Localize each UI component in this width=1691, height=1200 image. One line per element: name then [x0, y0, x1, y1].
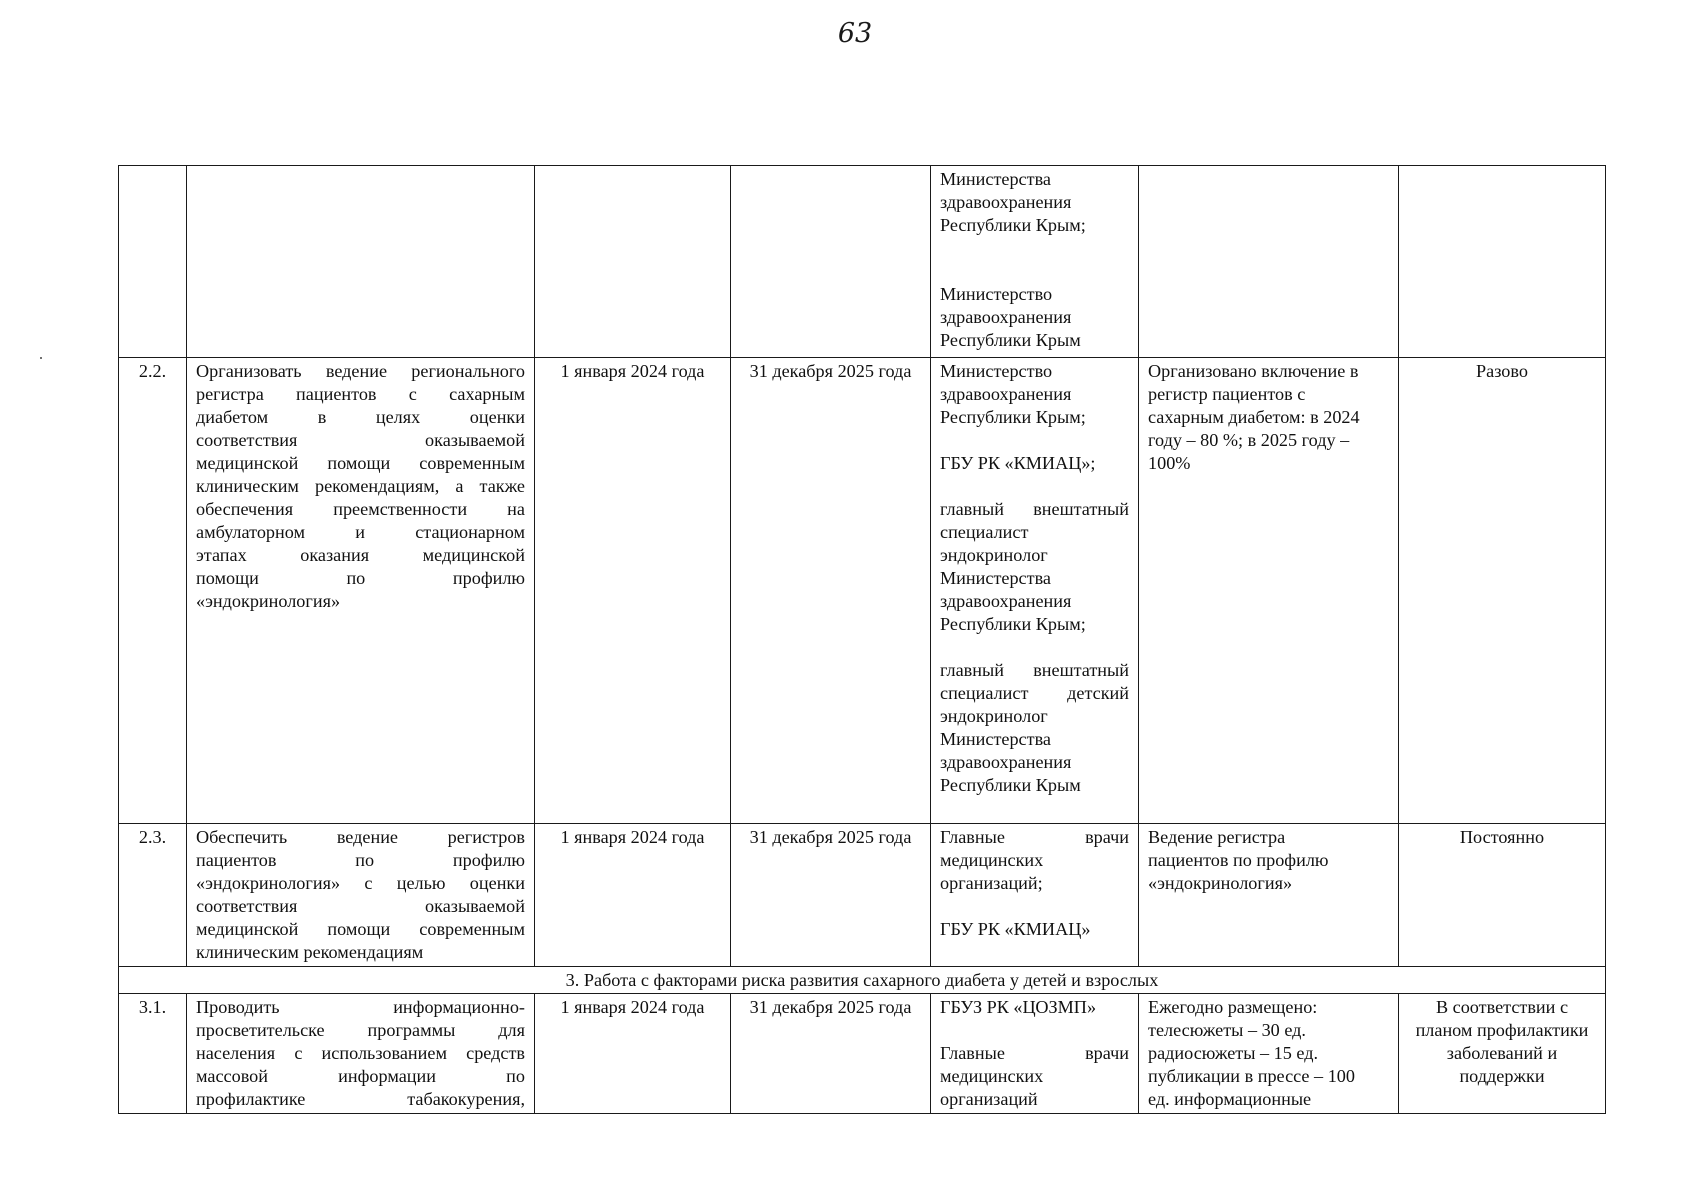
result-line: сахарным диабетом: в 2024	[1148, 407, 1360, 427]
measure-line: амбулаторном и стационарном	[196, 522, 525, 542]
responsible-line: специалист	[940, 522, 1029, 542]
result-line: ед. информационные	[1148, 1089, 1312, 1109]
measure-line: просветительске программы для	[196, 1020, 525, 1040]
responsible-line: главный внештатный	[940, 660, 1129, 680]
result-line: Ведение регистра	[1148, 827, 1286, 847]
measure-cell	[187, 358, 535, 824]
start-date-cell: 1 января 2024 года	[535, 824, 731, 967]
row-number: 2.2.	[119, 358, 187, 824]
measure-line: профилактике табакокурения,	[196, 1089, 525, 1109]
responsible-line: Министерства	[940, 568, 1051, 588]
frequency-cell: Постоянно	[1399, 824, 1606, 967]
measure-line: Обеспечить ведение регистров	[196, 827, 525, 847]
result-line: регистр пациентов с	[1148, 384, 1306, 404]
measure-line: «эндокринология» с целью оценки	[196, 873, 525, 893]
result-cell	[1139, 994, 1399, 1114]
result-line: Ежегодно размещено:	[1148, 997, 1318, 1017]
responsible-line: ГБУ РК «КМИАЦ»	[940, 919, 1091, 939]
end-date-cell: 31 декабря 2025 года	[731, 994, 931, 1114]
end-date-cell: 31 декабря 2025 года	[731, 358, 931, 824]
start-date-cell: 1 января 2024 года	[535, 994, 731, 1114]
measure-line: медицинской помощи современным	[196, 453, 525, 473]
row-number: 3.1.	[119, 994, 187, 1114]
start-date-cell	[535, 166, 731, 358]
responsible-line: Республики Крым;	[940, 407, 1086, 427]
measure-cell	[187, 824, 535, 967]
measure-line: этапах оказания медицинской	[196, 545, 525, 565]
measure-line: диабетом в целях оценки	[196, 407, 525, 427]
result-line: году – 80 %; в 2025 году –	[1148, 430, 1350, 450]
result-line: Организовано включение в	[1148, 361, 1359, 381]
measure-line: клиническим рекомендациям	[196, 942, 424, 962]
measure-line: Организовать ведение регионального	[196, 361, 525, 381]
measure-cell	[187, 994, 535, 1114]
result-line: «эндокринология»	[1148, 873, 1293, 893]
result-line: телесюжеты – 30 ед.	[1148, 1020, 1306, 1040]
measure-cell	[187, 166, 535, 358]
table-row	[119, 166, 1606, 358]
table-row	[119, 824, 1606, 967]
start-date-cell: 1 января 2024 года	[535, 358, 731, 824]
frequency-cell	[1399, 166, 1606, 358]
frequency-cell: Разово	[1399, 358, 1606, 824]
responsible-line: Республики Крым;	[940, 614, 1086, 634]
table-row	[119, 358, 1606, 824]
measure-line: соответствия оказываемой	[196, 430, 525, 450]
row-number: 2.3.	[119, 824, 187, 967]
result-line: 100%	[1148, 453, 1191, 473]
responsible-line: Республики Крым	[940, 330, 1081, 350]
end-date-cell	[731, 166, 931, 358]
responsible-line: специалист детский	[940, 683, 1129, 703]
responsible-line: Министерство	[940, 284, 1053, 304]
measure-line: Проводить информационно-	[196, 997, 525, 1017]
responsible-line: эндокринолог	[940, 545, 1048, 565]
responsible-line: здравоохранения	[940, 384, 1072, 404]
measure-line: соответствия оказываемой	[196, 896, 525, 916]
measure-line: населения с использованием средств	[196, 1043, 525, 1063]
row-number	[119, 166, 187, 358]
result-line: пациентов по профилю	[1148, 850, 1329, 870]
frequency-cell: В соответствии с планом профилактики заболеваний и поддержки	[1399, 994, 1606, 1114]
responsible-line: Республики Крым	[940, 775, 1081, 795]
result-line: публикации в прессе – 100	[1148, 1066, 1355, 1086]
responsible-line: медицинских	[940, 1066, 1044, 1086]
measure-line: регистра пациентов с сахарным	[196, 384, 525, 404]
responsible-cell	[931, 358, 1139, 824]
scan-speck	[40, 357, 42, 359]
responsible-line: эндокринолог	[940, 706, 1048, 726]
result-cell	[1139, 166, 1399, 358]
responsible-line: здравоохранения	[940, 591, 1072, 611]
section-header-row	[119, 967, 1606, 994]
result-cell	[1139, 824, 1399, 967]
table-row	[119, 994, 1606, 1114]
responsible-line: Республики Крым;	[940, 215, 1086, 235]
measure-line: обеспечения преемственности на	[196, 499, 525, 519]
responsible-cell	[931, 166, 1139, 358]
responsible-line: организаций;	[940, 873, 1043, 893]
measure-line: пациентов по профилю	[196, 850, 525, 870]
responsible-line: ГБУЗ РК «ЦОЗМП»	[940, 997, 1097, 1017]
section-title: 3. Работа с факторами риска развития сахарного диабета у детей и взрослых	[119, 967, 1606, 994]
responsible-line: Главные врачи	[940, 1043, 1129, 1063]
responsible-line: здравоохранения	[940, 752, 1072, 772]
page-number: 63	[837, 18, 873, 49]
responsible-line: ГБУ РК «КМИАЦ»;	[940, 453, 1096, 473]
result-line: радиосюжеты – 15 ед.	[1148, 1043, 1319, 1063]
action-plan-table	[118, 165, 1606, 1114]
result-cell	[1139, 358, 1399, 824]
responsible-line: организаций	[940, 1089, 1038, 1109]
measure-line: помощи по профилю	[196, 568, 525, 588]
measure-line: медицинской помощи современным	[196, 919, 525, 939]
measure-line: массовой информации по	[196, 1066, 525, 1086]
responsible-line: здравоохранения	[940, 307, 1072, 327]
responsible-line: Министерства	[940, 169, 1051, 189]
responsible-cell	[931, 824, 1139, 967]
responsible-line: главный внештатный	[940, 499, 1129, 519]
responsible-line: медицинских	[940, 850, 1044, 870]
measure-line: «эндокринология»	[196, 591, 341, 611]
measure-line: клиническим рекомендациям, а также	[196, 476, 525, 496]
responsible-cell	[931, 994, 1139, 1114]
responsible-line: здравоохранения	[940, 192, 1072, 212]
responsible-line: Главные врачи	[940, 827, 1129, 847]
responsible-line: Министерства	[940, 729, 1051, 749]
end-date-cell: 31 декабря 2025 года	[731, 824, 931, 967]
responsible-line: Министерство	[940, 361, 1053, 381]
